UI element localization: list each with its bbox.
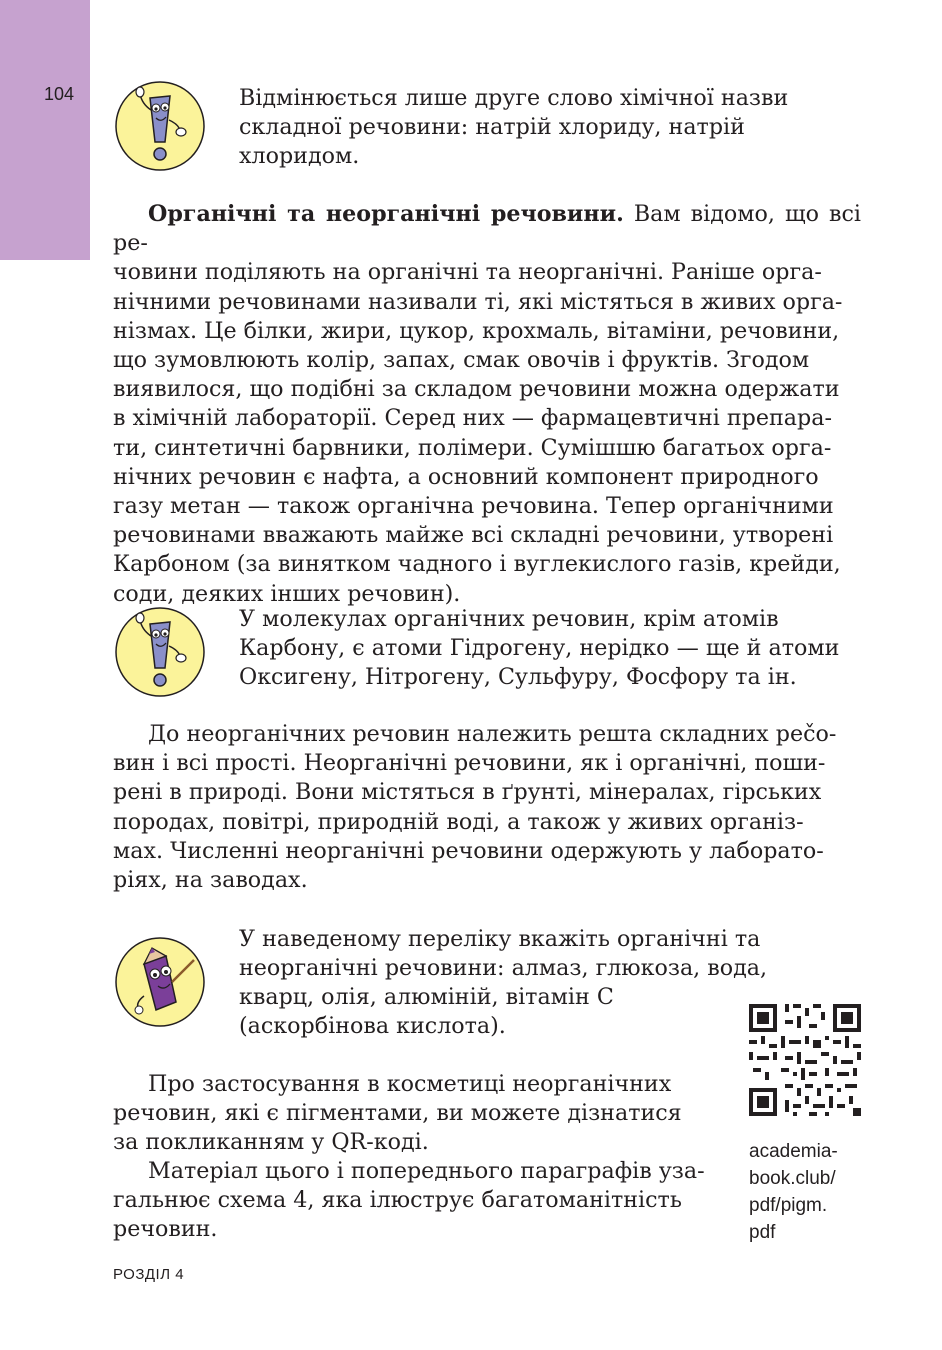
note-line: складної речовини: натрій хлориду, натрій bbox=[239, 114, 745, 140]
pencil-mascot-icon bbox=[114, 936, 206, 1028]
task-note bbox=[239, 925, 767, 1041]
summary-paragraph bbox=[113, 1157, 719, 1245]
exclamation-mascot-icon bbox=[114, 80, 206, 172]
note-organic-atoms bbox=[239, 605, 839, 692]
paragraph-line: Вам відомо, що всі ре- bbox=[113, 201, 862, 257]
paragraph-heading: Органічні та неорганічні речовини. bbox=[148, 201, 624, 227]
section-side-tab bbox=[0, 0, 90, 260]
exclamation-mascot-icon bbox=[114, 606, 206, 698]
note-line: Карбону, є атоми Гідрогену, нерідко — ще й атоми bbox=[239, 635, 840, 661]
note-line: (аскорбінова кислота). bbox=[239, 1013, 506, 1039]
paragraph-line: ріях, на заводах. bbox=[113, 867, 308, 894]
inorganic-paragraph bbox=[113, 720, 861, 895]
section-footer: РОЗДІЛ 4 bbox=[113, 1266, 185, 1283]
note-line: хлоридом. bbox=[239, 143, 360, 169]
cosmetics-paragraph bbox=[113, 1070, 693, 1158]
paragraph-line: мах. Численні неорганічні речовини одержують у лаборато- bbox=[113, 837, 824, 864]
paragraph-line: човини поділяють на органічні та неорганічні. Раніше орга- bbox=[113, 259, 822, 286]
paragraph-line: Карбоном (за винятком чадного і вуглекислого газів, крейди, bbox=[113, 551, 841, 578]
qr-link-text[interactable] bbox=[749, 1138, 838, 1246]
qr-url-line: book.club/ bbox=[749, 1168, 836, 1189]
paragraph-line: нізмах. Це білки, жири, цукор, крохмаль, вітаміни, речовини, bbox=[113, 317, 840, 344]
note-line: У наведеному переліку вкажіть органічні та bbox=[239, 926, 761, 952]
note-line: Оксигену, Нітрогену, Сульфуру, Фосфору та ін. bbox=[239, 664, 797, 690]
organic-paragraph bbox=[113, 200, 861, 609]
qr-url-line: pdf/pigm. bbox=[749, 1195, 828, 1216]
paragraph-line: за покликанням у QR-коді. bbox=[113, 1129, 429, 1156]
paragraph-line: соди, деяких інших речовин). bbox=[113, 580, 461, 607]
qr-url-line: academia- bbox=[749, 1141, 838, 1162]
note-line: неорганічні речовини: алмаз, глюкоза, вода, bbox=[239, 955, 768, 981]
paragraph-line: До неорганічних речовин належить решта складних рečо- bbox=[148, 721, 837, 747]
paragraph-line: що зумовлюють колір, запах, смак овочів і фруктів. Згодом bbox=[113, 347, 810, 374]
paragraph-line: в хімічній лабораторії. Серед них — фармацевтичні препара- bbox=[113, 405, 832, 432]
paragraph-line: речовин, які є пігментами, ви можете дізнатися bbox=[113, 1100, 682, 1127]
paragraph-line: речовинами вважають майже всі складні речовини, утворені bbox=[113, 522, 834, 549]
paragraph-line: вин і всі прості. Неорганічні речовини, як і органічні, поши- bbox=[113, 750, 826, 777]
paragraph-line: нічних речовин є нафта, а основний компонент природного bbox=[113, 463, 819, 490]
paragraph-line: рені в природі. Вони містяться в ґрунті, мінералах, гірських bbox=[113, 779, 822, 806]
paragraph-line: Матеріал цього і попереднього параграфів уза- bbox=[148, 1158, 705, 1184]
paragraph-line: ти, синтетичні барвники, полімери. Сумішшю багатьох орга- bbox=[113, 434, 832, 461]
paragraph-line: газу метан — також органічна речовина. Тепер органічними bbox=[113, 493, 834, 520]
qr-url-line: pdf bbox=[749, 1222, 776, 1243]
note-line: кварц, олія, алюміній, вітамін С bbox=[239, 984, 614, 1010]
note-declension bbox=[239, 84, 788, 171]
note-line: У молекулах органічних речовин, крім атомів bbox=[239, 606, 779, 632]
page-number: 104 bbox=[44, 84, 75, 104]
paragraph-line: гальнює схема 4, яка ілюструє багатоманітність bbox=[113, 1187, 682, 1214]
paragraph-line: виявилося, що подібні за складом речовини можна одержати bbox=[113, 376, 840, 403]
paragraph-line: нічними речовинами називали ті, які містяться в живих орга- bbox=[113, 288, 843, 315]
paragraph-line: речовин. bbox=[113, 1216, 218, 1243]
qr-code-icon[interactable] bbox=[745, 1000, 865, 1120]
paragraph-line: Про застосування в косметиці неорганічних bbox=[148, 1071, 672, 1097]
paragraph-line: породах, повітрі, природній воді, а також у живих організ- bbox=[113, 808, 804, 835]
note-line: Відмінюється лише друге слово хімічної назви bbox=[239, 85, 789, 111]
